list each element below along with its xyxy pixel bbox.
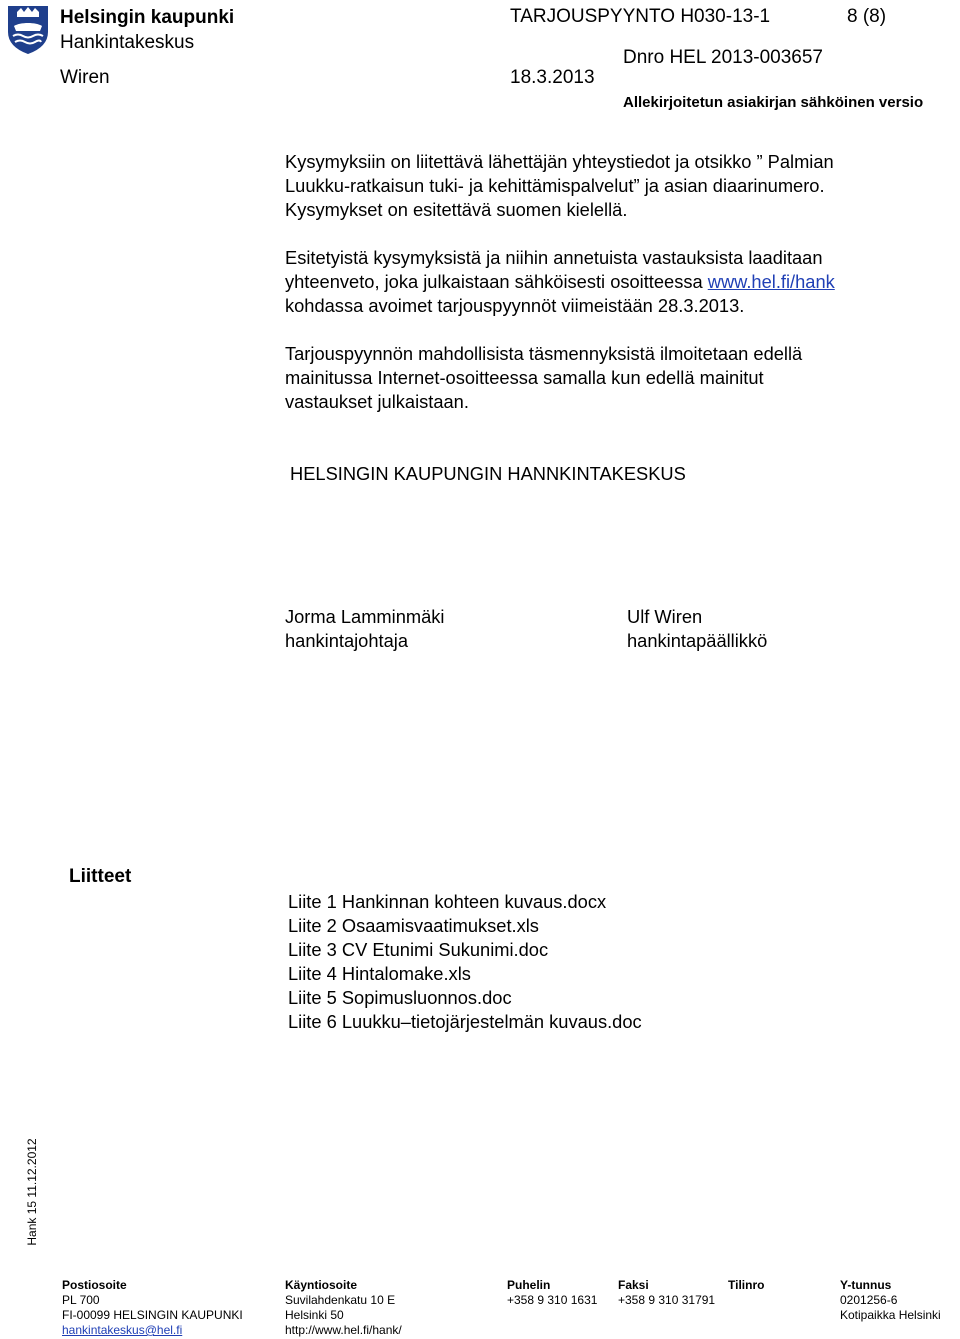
- footer-line: PL 700: [62, 1293, 100, 1307]
- org-unit: Hankintakeskus: [60, 32, 195, 53]
- org-name: Helsingin kaupunki: [60, 7, 235, 28]
- attachments-list: [288, 890, 642, 1034]
- footer-heading: Y-tunnus: [840, 1278, 892, 1292]
- footer-puhelin: [507, 1278, 597, 1308]
- hel-fi-link[interactable]: www.hel.fi/hank: [707, 271, 835, 292]
- helsinki-crest-logo: [6, 4, 50, 54]
- attachment-item: Liite 5 Sopimusluonnos.doc: [288, 987, 512, 1008]
- paragraph-clarifications: [285, 342, 802, 414]
- attachment-item: Liite 1 Hankinnan kohteen kuvaus.docx: [288, 891, 607, 912]
- footer-line: Kotipaikka Helsinki: [840, 1308, 941, 1322]
- paragraph-line: Kysymyksiin on liitettävä lähettäjän yhteystiedot ja otsikko ” Palmian: [285, 151, 834, 172]
- paragraph-line: Esitetyistä kysymyksistä ja niihin annetuista vastauksista laaditaan: [285, 247, 823, 268]
- document-date: 18.3.2013: [510, 67, 595, 88]
- attachment-item: Liite 4 Hintalomake.xls: [288, 963, 471, 984]
- footer-faksi: [618, 1278, 715, 1308]
- attachment-item: Liite 2 Osaamisvaatimukset.xls: [288, 915, 539, 936]
- author-name: Wiren: [60, 67, 110, 88]
- attachments-heading: Liitteet: [69, 866, 132, 887]
- paragraph-line: Luukku-ratkaisun tuki- ja kehittämispalvelut” ja asian diaarinumero.: [285, 175, 825, 196]
- paragraph-text: yhteenveto, joka julkaistaan sähköisesti osoitteessa: [285, 271, 708, 292]
- footer-postiosoite: [62, 1278, 243, 1338]
- footer-line: +358 9 310 1631: [507, 1293, 598, 1307]
- attachment-item: Liite 3 CV Etunimi Sukunimi.doc: [288, 939, 549, 960]
- document-title: TARJOUSPYYNTO H030-13-1: [510, 6, 771, 27]
- footer-line: FI-00099 HELSINGIN KAUPUNKI: [62, 1308, 243, 1322]
- signatory-2: [627, 605, 767, 653]
- signatory-name: Jorma Lamminmäki: [285, 606, 445, 627]
- diary-number: Dnro HEL 2013-003657: [623, 47, 823, 68]
- template-code: Hank 15 11.12.2012: [25, 1138, 39, 1246]
- signatory-1: [285, 605, 445, 653]
- paragraph-line: Tarjouspyynnön mahdollisista täsmennyksistä ilmoitetaan edellä: [285, 343, 803, 364]
- signatory-title: hankintapäällikkö: [627, 630, 768, 651]
- paragraph-line: Kysymykset on esitettävä suomen kielellä.: [285, 199, 628, 220]
- paragraph-line: kohdassa avoimet tarjouspyynnöt viimeistään 28.3.2013.: [285, 295, 745, 316]
- footer-line: Suvilahdenkatu 10 E: [285, 1293, 396, 1307]
- footer-line: Helsinki 50: [285, 1308, 344, 1322]
- footer-heading: Tilinro: [728, 1278, 765, 1292]
- paragraph-questions: [285, 150, 834, 222]
- paragraph-line: vastaukset julkaistaan.: [285, 391, 469, 412]
- footer-kayntiosoite: [285, 1278, 402, 1338]
- footer-heading: Postiosoite: [62, 1278, 127, 1292]
- footer-line: http://www.hel.fi/hank/: [285, 1323, 402, 1337]
- email-link[interactable]: hankintakeskus@hel.fi: [62, 1323, 183, 1337]
- page-number: 8 (8): [847, 6, 887, 27]
- footer-ytunnus: [840, 1278, 941, 1323]
- paragraph-line: mainitussa Internet-osoitteessa samalla kun edellä mainitut: [285, 367, 764, 388]
- footer-heading: Puhelin: [507, 1278, 551, 1292]
- footer-line: 0201256-6: [840, 1293, 898, 1307]
- signatory-title: hankintajohtaja: [285, 630, 408, 651]
- footer-line: +358 9 310 31791: [618, 1293, 716, 1307]
- paragraph-line: [285, 270, 835, 294]
- footer-tilinro: [728, 1278, 764, 1293]
- paragraph-summary: [285, 246, 835, 318]
- footer-heading: Faksi: [618, 1278, 649, 1292]
- organization-signature: HELSINGIN KAUPUNGIN HANNKINTAKESKUS: [290, 463, 686, 484]
- signature-note: Allekirjoitetun asiakirjan sähköinen versio: [623, 94, 924, 111]
- attachment-item: Liite 6 Luukku–tietojärjestelmän kuvaus.doc: [288, 1011, 642, 1032]
- signatory-name: Ulf Wiren: [627, 606, 703, 627]
- footer-heading: Käyntiosoite: [285, 1278, 358, 1292]
